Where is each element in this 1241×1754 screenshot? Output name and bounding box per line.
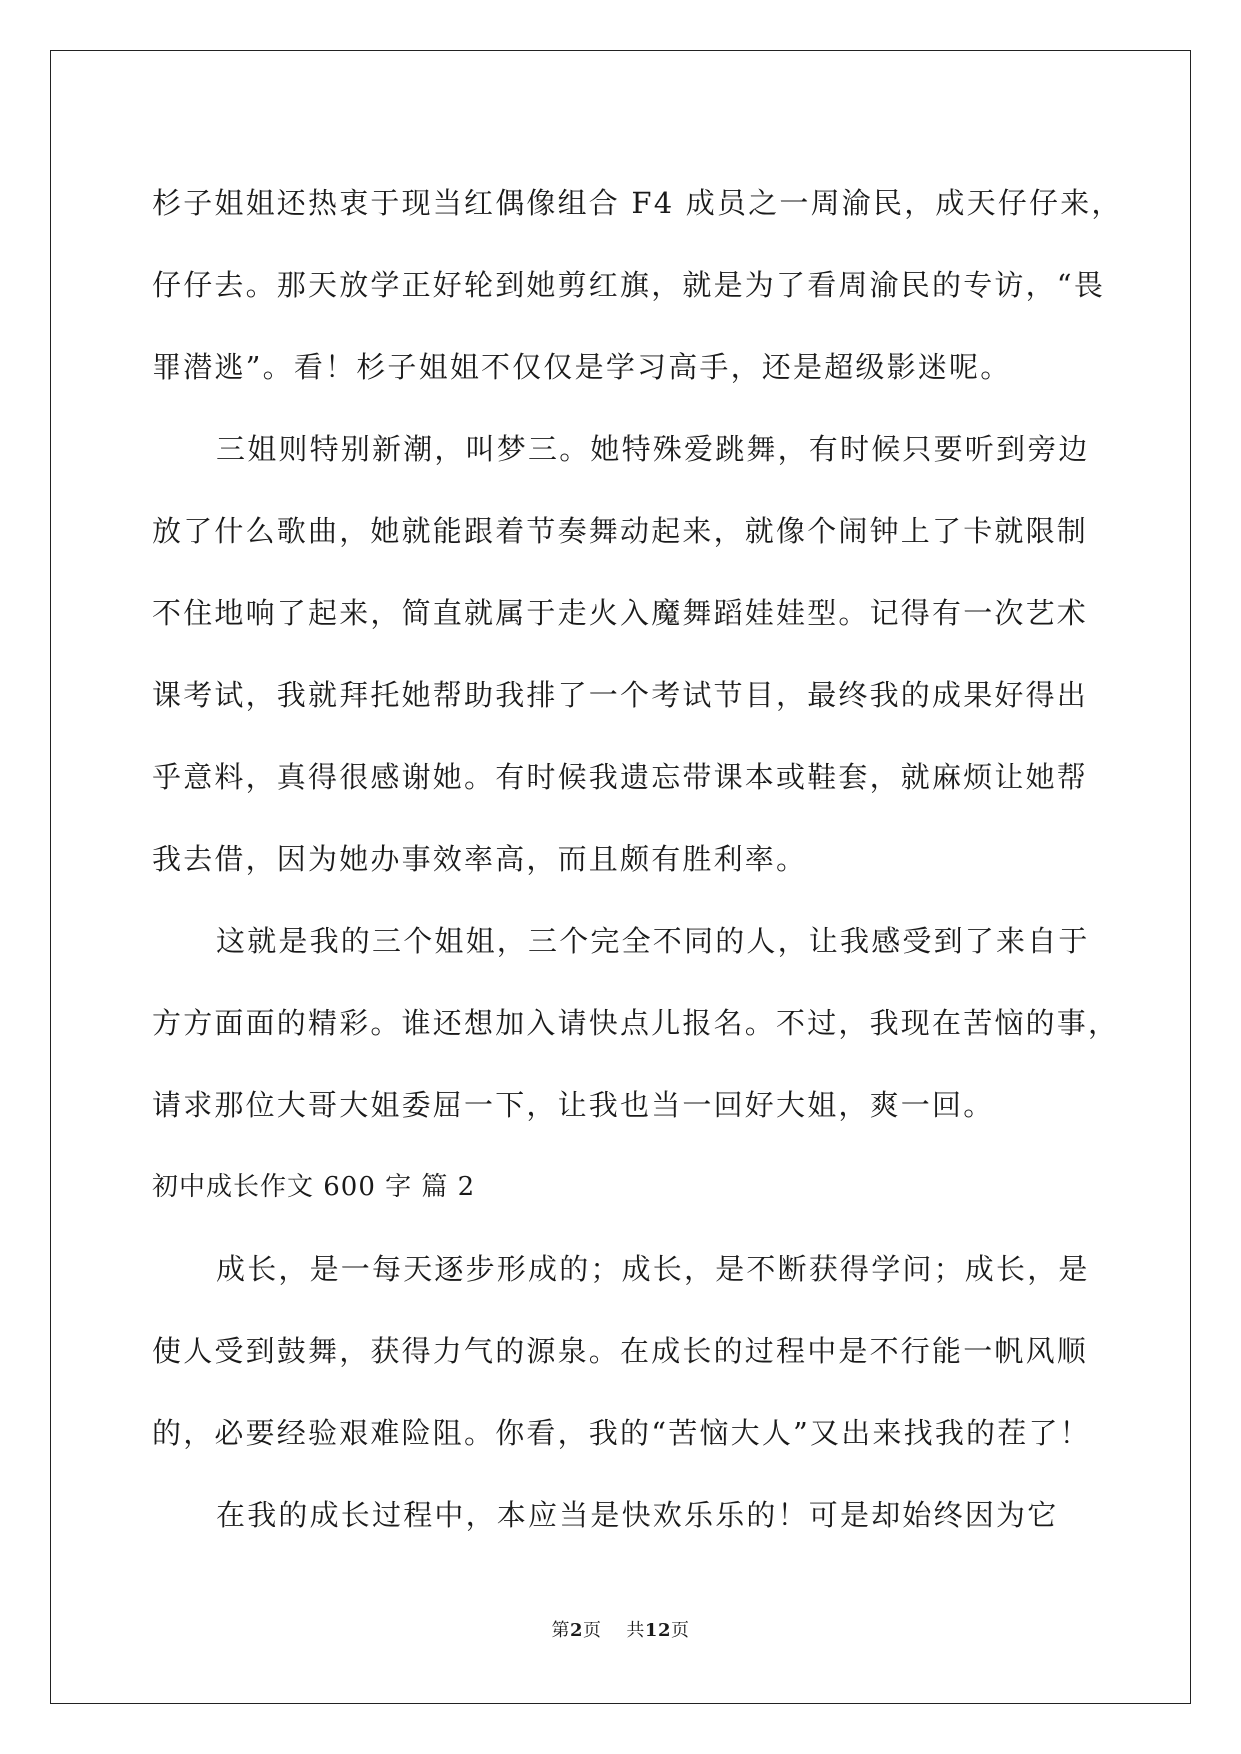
text-line: 三姐则特别新潮，叫梦三。她特殊爱跳舞，有时候只要听到旁边	[216, 432, 1090, 466]
text-line: 放了什么歌曲，她就能跟着节奏舞动起来，就像个闹钟上了卡就限制	[152, 514, 1089, 548]
section-heading: 初中成长作文 600 字 篇 2	[152, 1172, 476, 1202]
text-line: 我去借，因为她办事效率高，而且颇有胜利率。	[152, 842, 808, 876]
footer-suffix: 页	[670, 1620, 690, 1641]
page-footer	[0, 1616, 1241, 1642]
text-line: 杉子姐姐还热衷于现当红偶像组合 F4 成员之一周渝民，成天仔仔来，	[152, 186, 1123, 220]
text-line: 课考试，我就拜托她帮助我排了一个考试节目，最终我的成果好得出	[152, 678, 1089, 712]
text-line: 这就是我的三个姐姐，三个完全不同的人，让我感受到了来自于	[216, 924, 1090, 958]
text-line: 方方面面的精彩。谁还想加入请快点儿报名。不过，我现在苦恼的事，	[152, 1006, 1120, 1040]
total-page-number: 12	[644, 1620, 671, 1641]
text-line: 仔仔去。那天放学正好轮到她剪红旗，就是为了看周渝民的专访，“畏	[152, 268, 1106, 302]
text-line: 的，必要经验艰难险阻。你看，我的“苦恼大人”又出来找我的茬了！	[152, 1416, 1091, 1450]
text-line: 乎意料，真得很感谢她。有时候我遗忘带课本或鞋套，就麻烦让她帮	[152, 760, 1089, 794]
text-line: 不住地响了起来，简直就属于走火入魔舞蹈娃娃型。记得有一次艺术	[152, 596, 1089, 630]
footer-prefix: 第	[551, 1620, 570, 1641]
text-line: 成长，是一每天逐步形成的；成长，是不断获得学问；成长，是	[216, 1252, 1090, 1286]
document-body	[152, 162, 1123, 1556]
text-line: 罪潜逃”。看！杉子姐姐不仅仅是学习高手，还是超级影迷呢。	[152, 350, 1012, 384]
text-line: 请求那位大哥大姐委屈一下，让我也当一回好大姐，爽一回。	[152, 1088, 995, 1122]
footer-middle: 页 共	[583, 1620, 645, 1641]
text-line: 在我的成长过程中，本应当是快欢乐乐的！可是却始终因为它	[216, 1498, 1059, 1532]
current-page-number: 2	[570, 1620, 584, 1641]
text-line: 使人受到鼓舞，获得力气的源泉。在成长的过程中是不行能一帆风顺	[152, 1334, 1089, 1368]
